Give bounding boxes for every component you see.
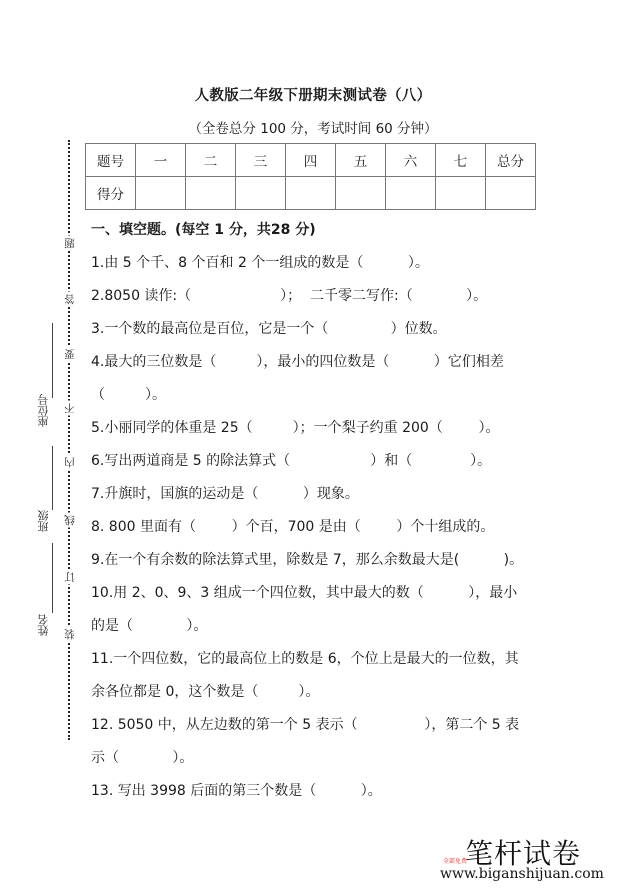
table-cell: 四 [286,144,336,177]
table-cell [236,177,286,210]
table-cell: 总分 [486,144,536,177]
question-line: 11.一个四位数，它的最高位上的数是 6，个位上是最大的一位数，其 [91,651,519,667]
table-cell: 三 [236,144,286,177]
class-underline [52,446,53,510]
table-cell: 六 [386,144,436,177]
question-line: 余各位都是 0，这个数是（ ）。 [91,684,320,700]
question-line: 9.在一个有余数的除法算式里，除数是 7，那么余数最大是( )。 [91,552,524,568]
seat-number-underline [52,323,53,398]
seal-char: 答 [64,294,76,305]
question-line: 示（ ）。 [91,750,194,766]
question-line: 10.用 2、0、9、3 组成一个四位数，其中最大的数（ ），最小 [91,585,518,601]
question-line: 1.由 5 个千、8 个百和 2 个一组成的数是（ ）。 [91,255,429,271]
seal-char: 题 [64,238,76,249]
watermark-tag: 全部免费 [443,858,468,865]
seal-dotted-line [68,140,70,740]
question-line: 6.写出两道商是 5 的除法算式（ ）和（ ）。 [91,453,492,469]
table-cell: 一 [136,144,186,177]
class-label: 班级 [37,510,50,532]
table-cell [486,177,536,210]
question-line: 的是（ ）。 [91,618,208,634]
seal-char: 线 [64,515,76,526]
name-label: 姓名 [37,614,50,636]
question-line: 5.小丽同学的体重是 25（ ）；一个梨子约重 200（ ）。 [91,420,500,436]
score-table [85,143,536,210]
question-line: 12. 5050 中，从左边数的第一个 5 表示（ ），第二个 5 表 [91,717,520,733]
table-row-score [86,177,536,210]
exam-info: （全卷总分 100 分，考试时间 60 分钟） [188,121,438,137]
table-cell [336,177,386,210]
table-cell [436,177,486,210]
seal-char: 不 [64,403,76,414]
table-row-header [86,144,536,177]
table-cell: 二 [186,144,236,177]
table-cell [186,177,236,210]
seal-char: 内 [64,457,76,468]
seat-number-label: 座位号 [37,394,50,427]
question-line: 2.8050 读作:（ ）； 二千零二写作:（ ）。 [91,288,488,304]
table-cell: 七 [436,144,486,177]
section-heading: 一、填空题。(每空 1 分，共28 分) [91,222,316,238]
question-line: 13. 写出 3998 后面的第三个数是（ ）。 [91,783,382,799]
table-cell [136,177,186,210]
watermark-brand: 笔杆试卷 [465,837,582,870]
seal-char: 要 [64,349,76,360]
page-title: 人教版二年级下册期末测试卷（八） [194,88,432,104]
question-line: 3.一个数的最高位是百位，它是一个（ ）位数。 [91,321,447,337]
question-line: （ ）。 [91,387,167,403]
question-line: 7.升旗时，国旗的运动是（ ）现象。 [91,486,359,502]
question-line: 4.最大的三位数是（ ），最小的四位数是（ ）它们相差 [91,354,504,370]
seal-char: 订 [64,572,76,583]
table-cell: 五 [336,144,386,177]
table-cell [286,177,336,210]
seal-char: 装 [64,629,76,640]
table-cell: 得分 [86,177,136,210]
watermark-url: www.biganshijuan.com [440,866,604,882]
question-line: 8. 800 里面有（ ）个百，700 是由（ ）个十组成的。 [91,519,495,535]
table-cell: 题号 [86,144,136,177]
table-cell [386,177,436,210]
name-underline [52,543,53,613]
